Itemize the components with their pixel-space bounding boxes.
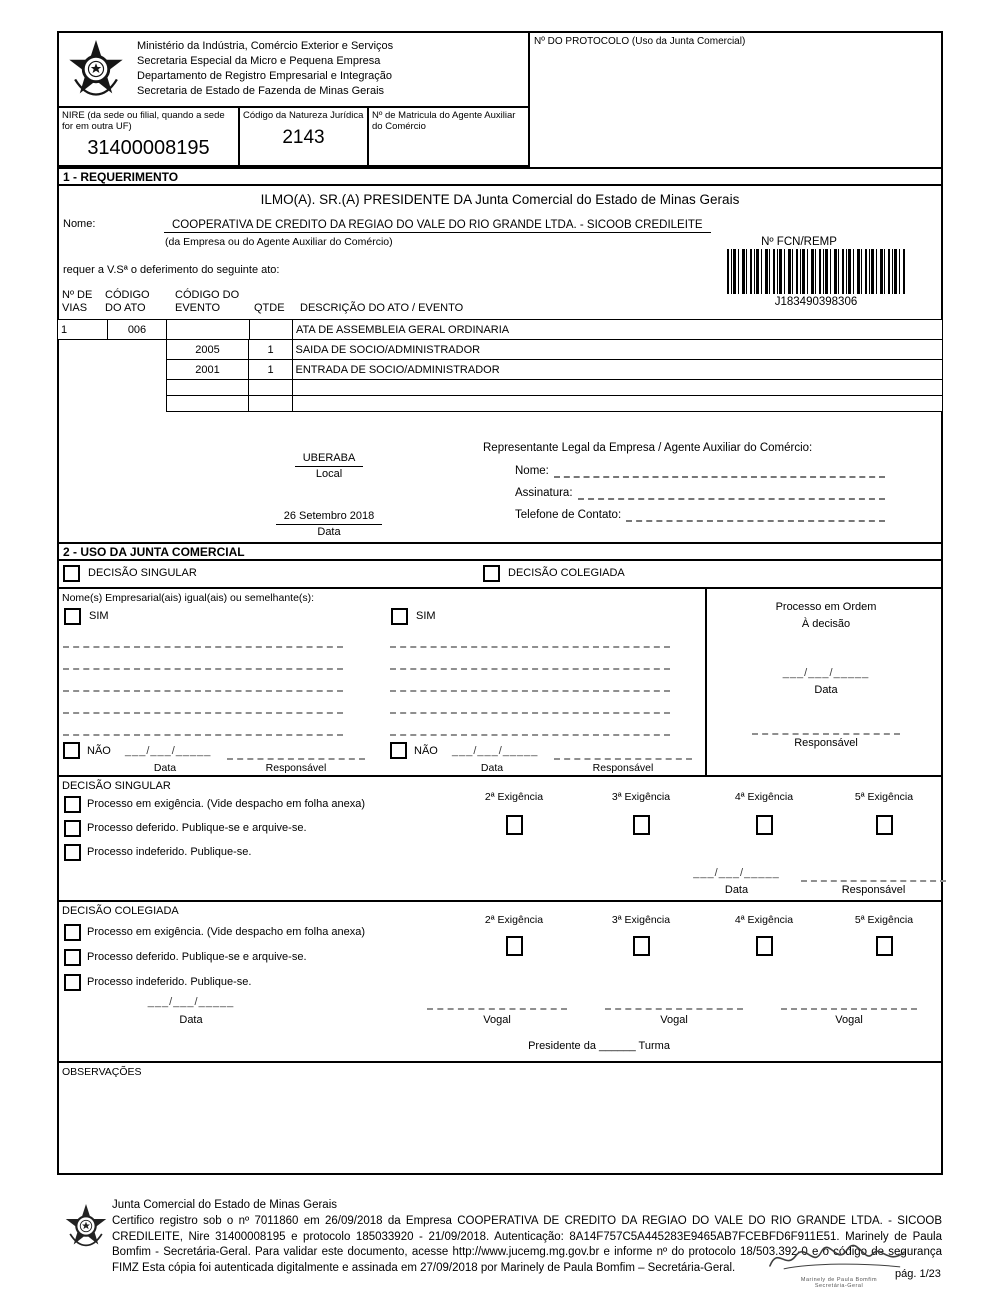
nao-label-1: NÃO — [87, 745, 111, 757]
cell-evento: 2001 — [166, 359, 250, 380]
vogal-label: Vogal — [660, 1014, 688, 1026]
col-header-evento: CÓDIGO DO EVENTO — [175, 289, 240, 314]
table-row — [57, 395, 943, 412]
blank-line — [390, 698, 670, 714]
exigencia-5-checkbox — [876, 815, 893, 835]
responsavel-blank-line — [227, 745, 365, 760]
addressee-line: ILMO(A). SR.(A) PRESIDENTE DA Junta Comercial do Estado de Minas Gerais — [260, 192, 740, 207]
table-row — [57, 379, 943, 396]
natureza-juridica-value: 2143 — [282, 127, 325, 148]
decisao-colegiada-box — [57, 900, 943, 1063]
nao-checkbox-2 — [390, 742, 407, 759]
decisao-singular-section-label: DECISÃO SINGULAR — [62, 780, 171, 792]
colegiada-item-label: Processo deferido. Publique-se e arquive-se. — [87, 951, 307, 963]
blank-line — [390, 654, 670, 670]
ministry-line: Secretaria de Estado de Fazenda de Minas Gerais — [137, 85, 385, 97]
fcn-remp-label: Nº FCN/REMP — [761, 236, 837, 248]
rep-phone-label: Telefone de Contato: — [515, 509, 622, 521]
colegiada-deferido-checkbox — [64, 949, 81, 966]
observacoes-label: OBSERVAÇÕES — [62, 1066, 142, 1078]
blank-line — [63, 720, 343, 736]
blank-line — [63, 698, 343, 714]
responsavel-blank-line — [752, 719, 900, 735]
matricula-agente-field — [367, 106, 530, 167]
rep-signature-label: Assinatura: — [515, 487, 573, 499]
fcn-barcode-number: J183490398306 — [774, 296, 858, 308]
panel-date-placeholder: ___/___/_____ — [782, 667, 870, 679]
protocol-label: Nº DO PROTOCOLO (Uso da Junta Comercial) — [534, 36, 746, 47]
local-value: UBERABA — [295, 452, 364, 467]
colegiada-item-label: Processo indeferido. Publique-se. — [87, 976, 252, 988]
colegiada-exigencia-checkbox — [64, 924, 81, 941]
natureza-juridica-label: Código da Natureza Jurídica — [243, 110, 364, 121]
blank-line — [63, 654, 343, 670]
singular-exigencia-checkbox — [64, 796, 81, 813]
singular-item-label: Processo em exigência. (Vide despacho em folha anexa) — [87, 798, 366, 810]
singular-date-placeholder: ___/___/_____ — [693, 867, 780, 879]
exigencia-2-label: 2ª Exigência — [484, 791, 544, 803]
table-row — [57, 359, 943, 380]
cell-descricao — [292, 395, 944, 412]
exigencia-4-checkbox — [756, 936, 773, 956]
observacoes-box — [57, 1061, 943, 1175]
ministry-box — [57, 31, 530, 108]
form-date-value: 26 Setembro 2018 — [276, 510, 383, 525]
nire-value: 31400008195 — [87, 137, 210, 159]
signature-stamp — [764, 1242, 914, 1289]
sim-checkbox-1 — [64, 608, 81, 625]
blank-line — [390, 632, 670, 648]
ministry-line: Ministério da Indústria, Comércio Exterior e Serviços — [137, 40, 394, 52]
exigencia-4-label: 4ª Exigência — [734, 791, 794, 803]
requerimento-form — [57, 31, 943, 1175]
similar-names-label: Nome(s) Empresarial(ais) igual(ais) ou semelhante(s): — [62, 592, 315, 604]
vogal-blank-line — [781, 994, 917, 1010]
processo-ordem-line1: Processo em Ordem — [775, 601, 877, 613]
fcn-barcode — [727, 249, 905, 294]
exigencia-5-checkbox — [876, 936, 893, 956]
exigencia-3-checkbox — [633, 936, 650, 956]
page-number: pág. 1/23 — [895, 1268, 941, 1280]
vogal-label: Vogal — [835, 1014, 863, 1026]
exigencia-3-label: 3ª Exigência — [611, 791, 671, 803]
vogal-blank-line — [605, 994, 743, 1010]
nao-checkbox-1 — [63, 742, 80, 759]
cell-descricao: ATA DE ASSEMBLEIA GERAL ORDINARIA — [292, 319, 943, 340]
signature-squiggle-icon — [764, 1242, 912, 1272]
cell-descricao: ENTRADA DE SOCIO/ADMINISTRADOR — [292, 359, 944, 380]
decision-type-row — [57, 559, 943, 589]
representative-title: Representante Legal da Empresa / Agente Auxiliar do Comércio: — [483, 442, 813, 454]
col-header-qtde: QTDE — [254, 302, 285, 314]
sim-checkbox-2 — [391, 608, 408, 625]
ministry-line: Departamento de Registro Empresarial e Integração — [137, 70, 392, 82]
section2-title: 2 - USO DA JUNTA COMERCIAL — [63, 545, 245, 559]
cell-evento — [166, 395, 250, 412]
stamp-caption-line1: Marinely de Paula Bomfim — [800, 1277, 878, 1283]
company-name-value: COOPERATIVA DE CREDITO DA REGIAO DO VALE DO RIO GRANDE LTDA. - SICOOB CREDILEITE — [164, 219, 711, 233]
nao-date-placeholder-2: ___/___/_____ — [452, 745, 539, 757]
footer-coat-of-arms-icon — [64, 1197, 108, 1260]
coat-of-arms-icon — [67, 38, 125, 105]
decisao-singular-label: DECISÃO SINGULAR — [88, 567, 197, 579]
similar-names-box — [57, 587, 943, 777]
nao-date-label-1: Data — [153, 762, 177, 774]
decisao-colegiada-section-label: DECISÃO COLEGIADA — [62, 905, 179, 917]
nire-label: NIRE (da sede ou filial, quando a sede for em outra UF) — [62, 110, 225, 132]
rep-signature-blank-line — [578, 485, 885, 500]
blank-line — [390, 720, 670, 736]
panel-responsavel-label: Responsável — [794, 737, 858, 749]
cell-qtde: 1 — [248, 359, 293, 380]
form-header — [57, 31, 943, 169]
company-name-hint: (da Empresa ou do Agente Auxiliar do Comércio) — [165, 236, 393, 248]
cell-evento — [166, 319, 250, 340]
matricula-agente-label: Nº de Matricula do Agente Auxiliar do Comércio — [372, 110, 516, 132]
blank-line — [390, 676, 670, 692]
exigencia-2-checkbox — [506, 936, 523, 956]
rep-name-label: Nome: — [515, 465, 549, 477]
cell-ato: 006 — [107, 319, 168, 340]
cell-descricao: SAIDA DE SOCIO/ADMINISTRADOR — [292, 339, 944, 360]
panel-date-label: Data — [814, 684, 838, 696]
nao-date-label-2: Data — [480, 762, 504, 774]
colegiada-item-label: Processo em exigência. (Vide despacho em folha anexa) — [87, 926, 366, 938]
exigencia-2-checkbox — [506, 815, 523, 835]
cell-vias: 1 — [57, 319, 108, 340]
footer-org-name: Junta Comercial do Estado de Minas Gerais — [112, 1199, 337, 1211]
atos-table — [57, 320, 943, 412]
rep-name-blank-line — [554, 463, 885, 478]
exigencia-5-label: 5ª Exigência — [854, 791, 914, 803]
cell-evento: 2005 — [166, 339, 250, 360]
exigencia-3-checkbox — [633, 815, 650, 835]
cell-qtde: 1 — [248, 339, 293, 360]
table-row — [57, 339, 943, 360]
stamp-caption-line2: Secretária-Geral — [814, 1283, 864, 1289]
responsavel-label-1: Responsável — [265, 762, 327, 774]
ministry-line: Secretaria Especial da Micro e Pequena Empresa — [137, 55, 381, 67]
col-header-descricao: DESCRIÇÃO DO ATO / EVENTO — [300, 302, 464, 314]
rep-phone-blank-line — [626, 507, 885, 522]
decisao-singular-box — [57, 775, 943, 902]
vogal-label: Vogal — [483, 1014, 511, 1026]
singular-date-label: Data — [724, 884, 749, 896]
colegiada-date-placeholder: ___/___/_____ — [147, 996, 235, 1008]
responsavel-blank-line — [554, 745, 692, 760]
exigencia-4-label: 4ª Exigência — [734, 914, 794, 926]
cell-qtde — [248, 379, 293, 396]
company-name-label: Nome: — [63, 218, 96, 230]
singular-item-label: Processo deferido. Publique-se e arquive-se. — [87, 822, 307, 834]
form-date-label: Data — [317, 526, 341, 538]
cell-qtde — [248, 395, 293, 412]
table-row — [57, 319, 943, 340]
singular-indeferido-checkbox — [64, 844, 81, 861]
presidente-turma-label: Presidente da ______ Turma — [528, 1040, 670, 1052]
responsavel-label-2: Responsável — [592, 762, 654, 774]
exigencia-3-label: 3ª Exigência — [611, 914, 671, 926]
col-header-ato: CÓDIGO DO ATO — [105, 289, 150, 314]
col-header-vias: Nº DE VIAS — [62, 289, 93, 314]
decisao-colegiada-label: DECISÃO COLEGIADA — [508, 567, 625, 579]
singular-deferido-checkbox — [64, 820, 81, 837]
responsavel-blank-line — [801, 867, 946, 882]
blank-line — [63, 632, 343, 648]
local-label: Local — [315, 468, 343, 480]
exigencia-4-checkbox — [756, 815, 773, 835]
section1-title: 1 - REQUERIMENTO — [63, 170, 179, 184]
vogal-blank-line — [427, 994, 567, 1010]
natureza-juridica-field — [238, 106, 369, 167]
blank-line — [63, 676, 343, 692]
certification-text: Certifico registro sob o nº 7011860 em 26/09/2018 da Empresa COOPERATIVA DE CREDITO DA REGIAO DO VALE DO RIO GRANDE LTDA. - SICOOB CREDILEITE, Nire 31400008195 e protocolo 185033920 - 21/09/2018. Autenticação: 8A14F757C5A445283E9465AB7FCEBFD6F911E51. Marinely de Paula Bomfim - Secretária-Geral. Para validar este documento, acesse http://www.jucemg.mg.gov.br e informe nº do protocolo 18/503.392-0 e o código de segurança FIMZ Esta cópia foi autenticada digitalmente e assinada em 27/09/2018 por Marinely de Paula Bomfim – Secretária-Geral. — [112, 1215, 942, 1274]
sim-label-1: SIM — [89, 610, 109, 622]
singular-item-label: Processo indeferido. Publique-se. — [87, 846, 252, 858]
singular-responsavel-label: Responsável — [841, 884, 906, 896]
exigencia-5-label: 5ª Exigência — [854, 914, 914, 926]
decisao-singular-checkbox — [63, 565, 80, 582]
nire-field — [57, 106, 240, 167]
cell-descricao — [292, 379, 944, 396]
decisao-colegiada-checkbox — [483, 565, 500, 582]
colegiada-date-label: Data — [179, 1014, 203, 1026]
nao-date-placeholder-1: ___/___/_____ — [125, 745, 212, 757]
processo-ordem-panel — [705, 589, 945, 775]
processo-ordem-line2: À decisão — [801, 618, 851, 630]
nao-label-2: NÃO — [414, 745, 438, 757]
protocol-box — [528, 31, 943, 169]
cell-evento — [166, 379, 250, 396]
exigencia-2-label: 2ª Exigência — [484, 914, 544, 926]
section1-box — [57, 184, 943, 544]
colegiada-indeferido-checkbox — [64, 974, 81, 991]
request-line: requer a V.Sª o deferimento do seguinte ato: — [63, 264, 280, 276]
sim-label-2: SIM — [416, 610, 436, 622]
cell-qtde — [249, 319, 294, 340]
